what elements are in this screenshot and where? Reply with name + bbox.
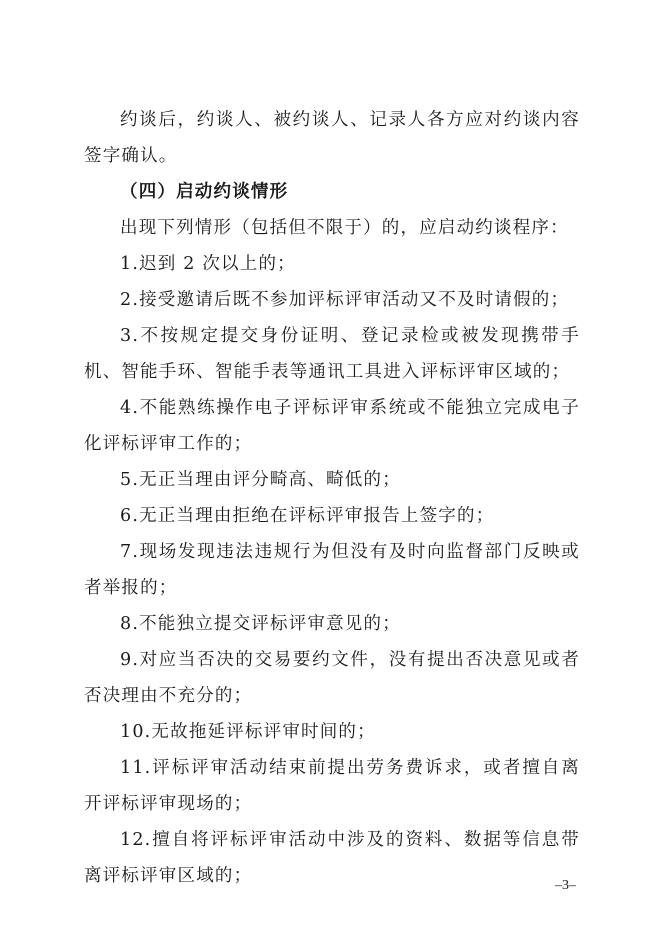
list-item-6: 6.无正当理由拒绝在评标评审报告上签字的； xyxy=(120,506,495,526)
paragraph-sign-confirm: 约谈后，约谈人、被约谈人、记录人各方应对约谈内容签字确认。 xyxy=(84,110,580,166)
section-heading: （四）启动约谈情形 xyxy=(120,182,289,202)
list-item-9: 9.对应当否决的交易要约文件，没有提出否决意见或者否决理由不充分的； xyxy=(84,650,580,706)
list-item-2: 2.接受邀请后既不参加评标评审活动又不及时请假的； xyxy=(120,290,570,310)
paragraph-intro: 出现下列情形（包括但不限于）的，应启动约谈程序： xyxy=(120,218,569,238)
list-item-1: 1.迟到 2 次以上的； xyxy=(120,254,296,274)
list-item-7: 7.现场发现违法违规行为但没有及时向监督部门反映或者举报的； xyxy=(84,542,580,598)
list-item-11: 11.评标评审活动结束前提出劳务费诉求，或者擅自离开评标评审现场的； xyxy=(84,758,580,814)
list-item-10: 10.无故拖延评标评审时间的； xyxy=(120,722,376,742)
page-number: –3– xyxy=(555,878,576,893)
list-item-5: 5.无正当理由评分畸高、畸低的； xyxy=(120,470,401,490)
list-item-12: 12.擅自将评标评审活动中涉及的资料、数据等信息带离评标评审区域的； xyxy=(84,830,580,886)
list-item-3: 3.不按规定提交身份证明、登记录检或被发现携带手机、智能手环、智能手表等通讯工具进入评标评审区域的； xyxy=(84,326,580,382)
list-item-4: 4.不能熟练操作电子评标评审系统或不能独立完成电子化评标评审工作的； xyxy=(84,398,580,454)
document-body xyxy=(84,102,580,894)
list-item-8: 8.不能独立提交评标评审意见的； xyxy=(120,614,401,634)
